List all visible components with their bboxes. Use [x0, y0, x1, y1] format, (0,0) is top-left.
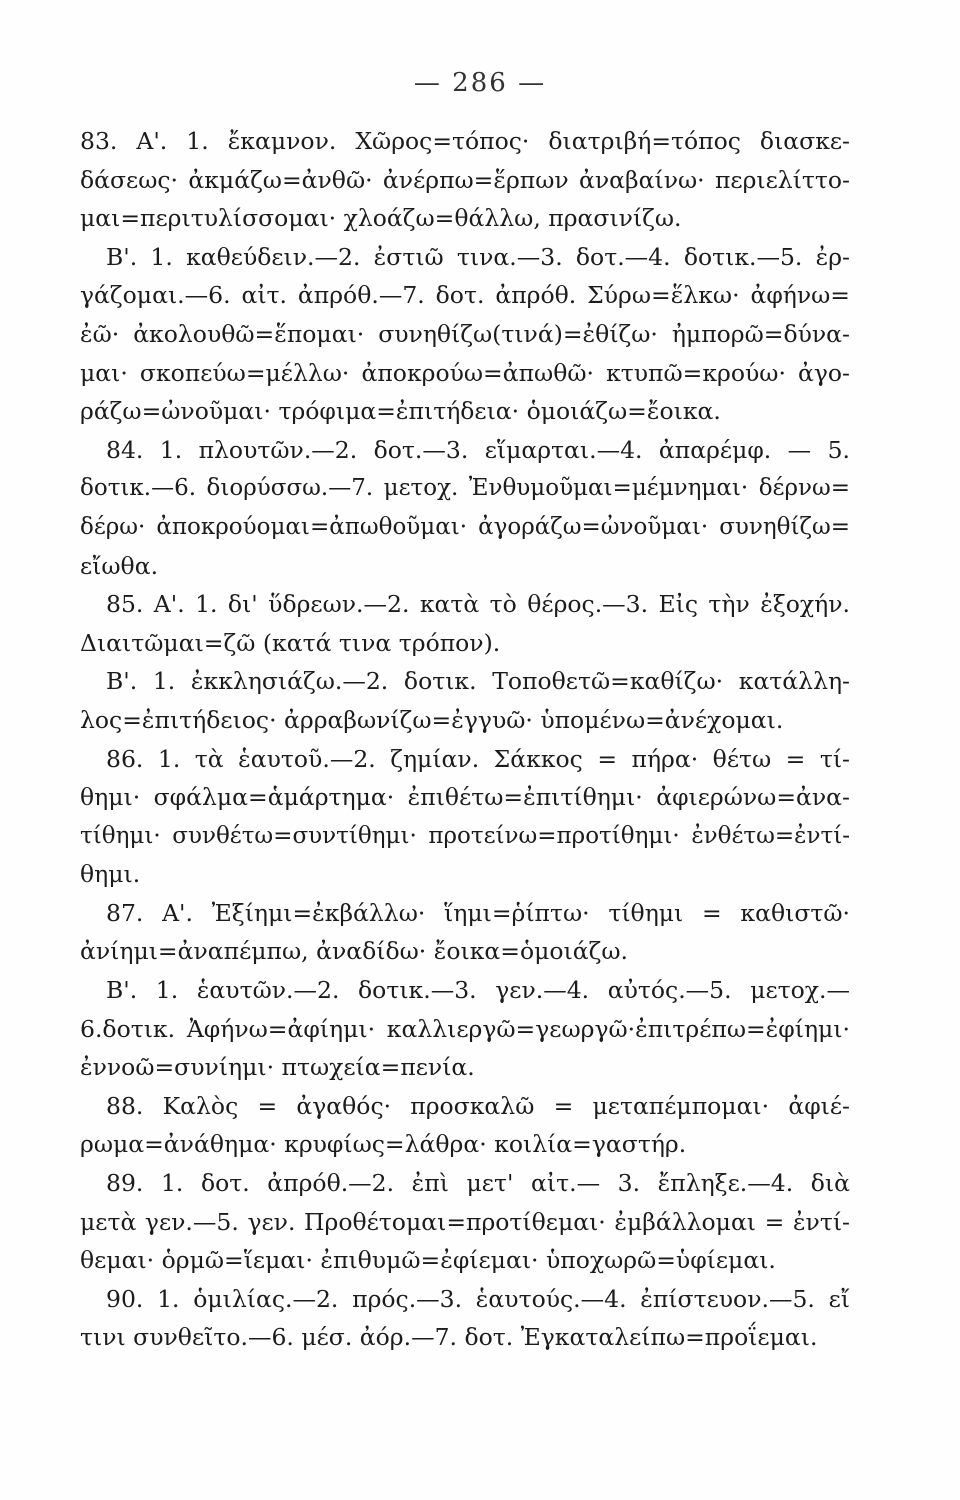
text-line: λος=ἐπιτήδειος· ἀρραβωνίζω=ἐγγυῶ· ὑπομένω=ἀνέχομαι.	[80, 705, 784, 734]
text-line: θημι.	[80, 860, 141, 889]
text-line: 89. 1. δοτ. ἀπρόθ.—2. ἐπὶ μετ' αἰτ.— 3. ἔπληξε.—4. διὰ	[106, 1169, 850, 1198]
text-line: γάζομαι.—6. αἰτ. ἀπρόθ.—7. δοτ. ἀπρόθ. Σύρω=ἕλκω· ἀφήνω=	[80, 281, 850, 310]
text-line: 90. 1. ὁμιλίας.—2. πρός.—3. ἑαυτούς.—4. ἐπίστευον.—5. εἴ	[106, 1284, 850, 1313]
text-line: ἐῶ· ἀκολουθῶ=ἕπομαι· συνηθίζω(τινά)=ἐθίζω· ἠμπορῶ=δύνα-	[80, 319, 850, 348]
text-line: ράζω=ὠνοῦμαι· τρόφιμα=ἐπιτήδεια· ὁμοιάζω=ἔοικα.	[80, 397, 721, 426]
page-number: — 286 —	[413, 68, 547, 98]
text-line: Β'. 1. ἐκκλησιάζω.—2. δοτικ. Τοποθετῶ=καθίζω· κατάλλη-	[106, 667, 850, 696]
text-line: δάσεως· ἀκμάζω=ἀνθῶ· ἀνέρπω=ἕρπων ἀναβαίνω· περιελίττο-	[80, 165, 850, 194]
text-line: 6.δοτικ. Ἀφήνω=ἀφίημι· καλλιεργῶ=γεωργῶ·ἐπιτρέπω=ἐφίημι·	[80, 1014, 850, 1043]
text-line: 88. Καλὸς = ἀγαθός· προσκαλῶ = μεταπέμπομαι· ἀφιέ-	[106, 1091, 850, 1120]
page-text	[80, 122, 850, 1357]
text-line: Διαιτῶμαι=ζῶ (κατά τινα τρόπον).	[80, 628, 501, 657]
text-line: Β'. 1. καθεύδειν.—2. ἐστιῶ τινα.—3. δοτ.—4. δοτικ.—5. ἐρ-	[106, 242, 850, 271]
text-line: ἀνίημι=ἀναπέμπω, ἀναδίδω· ἔοικα=ὁμοιάζω.	[80, 937, 628, 966]
text-line: θημι· σφάλμα=ἁμάρτημα· ἐπιθέτω=ἐπιτίθημι· ἀφιερώνω=ἀνα-	[80, 783, 850, 812]
text-line: 86. 1. τὰ ἑαυτοῦ.—2. ζημίαν. Σάκκος = πήρα· θέτω = τί-	[106, 744, 850, 773]
text-line: εἴωθα.	[80, 551, 159, 580]
text-line: μαι=περιτυλίσσομαι· χλοάζω=θάλλω, πρασινίζω.	[80, 204, 682, 233]
text-line: ἐννοῶ=συνίημι· πτωχεία=πενία.	[80, 1053, 475, 1082]
text-line: ρωμα=ἀνάθημα· κρυφίως=λάθρα· κοιλία=γαστήρ.	[80, 1130, 687, 1159]
text-line: 83. Α'. 1. ἔκαμνον. Χῶρος=τόπος· διατριβή=τόπος διασκε-	[80, 127, 850, 155]
text-line: θεμαι· ὁρμῶ=ἵεμαι· ἐπιθυμῶ=ἐφίεμαι· ὑποχωρῶ=ὑφίεμαι.	[80, 1246, 776, 1275]
text-line: 84. 1. πλουτῶν.—2. δοτ.—3. εἵμαρται.—4. ἀπαρέμφ. — 5.	[106, 435, 850, 464]
text-line: Β'. 1. ἑαυτῶν.—2. δοτικ.—3. γεν.—4. αὐτός.—5. μετοχ.—	[106, 976, 850, 1005]
text-line: 87. Α'. Ἐξίημι=ἐκβάλλω· ἵημι=ῥίπτω· τίθημι = καθιστῶ·	[106, 898, 850, 927]
text-line: 85. Α'. 1. δι' ὕδρεων.—2. κατὰ τὸ θέρος.—3. Εἰς τὴν ἐξοχήν.	[106, 590, 850, 619]
text-line: δοτικ.—6. διορύσσω.—7. μετοχ. Ἐνθυμοῦμαι=μέμνημαι· δέρνω=	[80, 475, 850, 502]
text-line: τινι συνθεῖτο.—6. μέσ. ἀόρ.—7. δοτ. Ἐγκαταλείπω=προΐεμαι.	[80, 1323, 818, 1352]
text-line: δέρω· ἀποκρούομαι=ἀπωθοῦμαι· ἀγοράζω=ὠνοῦμαι· συνηθίζω=	[80, 513, 850, 540]
text-line: τίθημι· συνθέτω=συντίθημι· προτείνω=προτίθημι· ἐνθέτω=ἐντί-	[80, 822, 850, 849]
text-line: μετὰ γεν.—5. γεν. Προθέτομαι=προτίθεμαι· ἐμβάλλομαι = ἐντί-	[80, 1207, 850, 1236]
text-line: μαι· σκοπεύω=μέλλω· ἀποκρούω=ἀπωθῶ· κτυπῶ=κρούω· ἀγο-	[80, 358, 850, 387]
